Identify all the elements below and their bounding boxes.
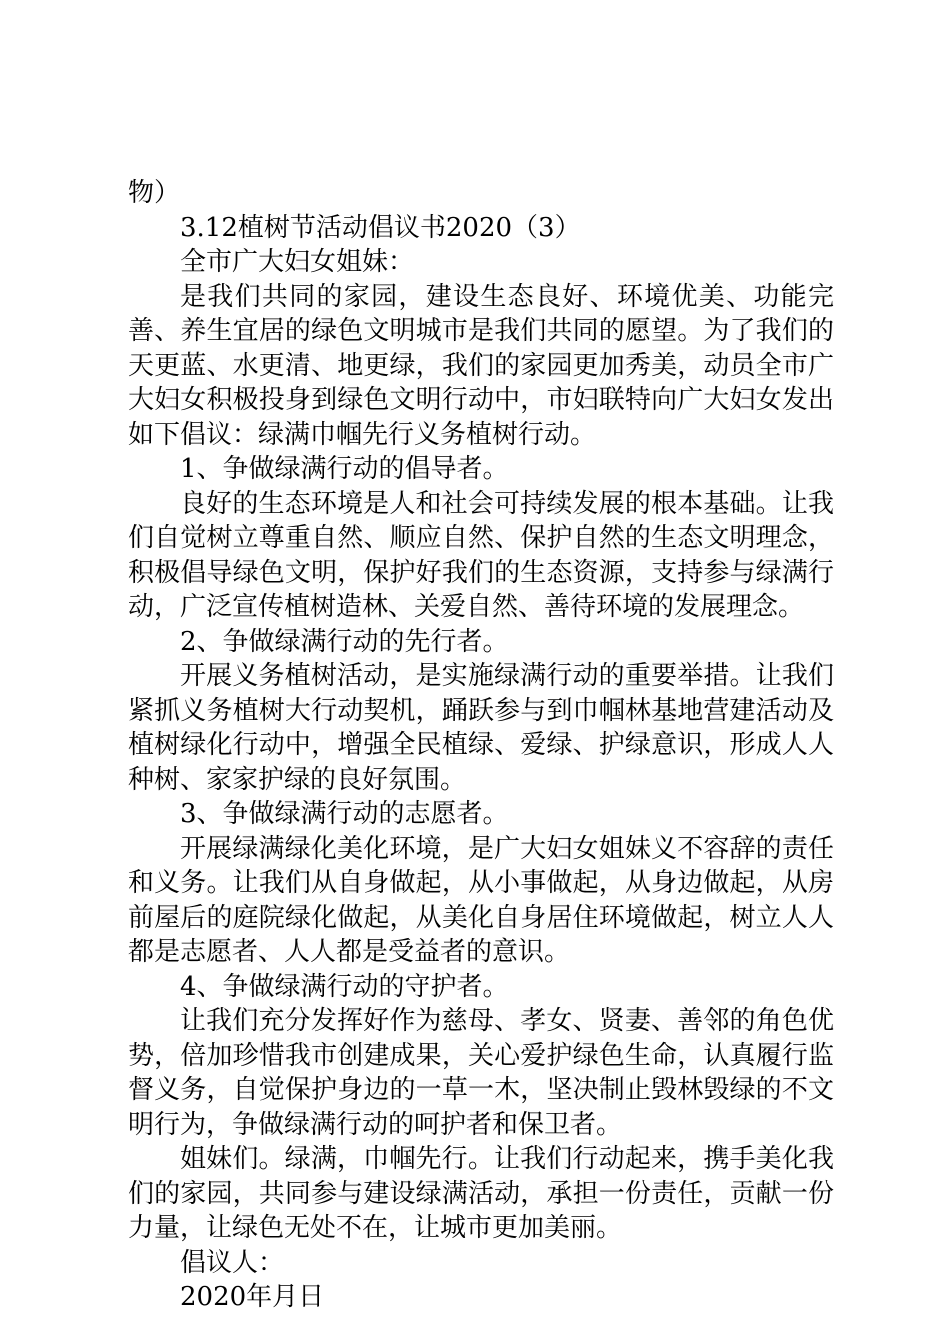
body-paragraph: 开展绿满绿化美化环境，是广大妇女姐妹义不容辞的责任和义务。让我们从自身做起，从小事做起，从身边做起，从房前屋后的庭院绿化做起，从美化自身居住环境做起，树立人人都是志愿者、人人都是受益者的意识。 bbox=[128, 833, 834, 967]
body-paragraph: 是我们共同的家园，建设生态良好、环境优美、功能完善、养生宜居的绿色文明城市是我们共同的愿望。为了我们的天更蓝、水更清、地更绿，我们的家园更加秀美，动员全市广大妇女积极投身到绿色文明行动中，市妇联特向广大妇女发出如下倡议：绿满巾帼先行义务植树行动。 bbox=[128, 281, 834, 450]
continuation-text: 物） bbox=[128, 178, 181, 208]
section-heading-4: 4、争做绿满行动的守护者。 bbox=[180, 971, 509, 1002]
signature-label: 倡议人： bbox=[180, 1247, 285, 1278]
body-paragraph: 良好的生态环境是人和社会可持续发展的根本基础。让我们自觉树立尊重自然、顺应自然、保护自然的生态文明理念，积极倡导绿色文明，保护好我们的生态资源，支持参与绿满行动，广泛宣传植树造林、关爱自然、善待环境的发展理念。 bbox=[128, 488, 834, 622]
document-title: 3.12植树节活动倡议书2020（3） bbox=[180, 212, 581, 243]
section-heading-2: 2、争做绿满行动的先行者。 bbox=[180, 626, 509, 657]
body-paragraph: 开展义务植树活动，是实施绿满行动的重要举措。让我们紧抓义务植树大行动契机，踊跃参与到巾帼林基地营建活动及植树绿化行动中，增强全民植绿、爱绿、护绿意识，形成人人种树、家家护绿的良好氛围。 bbox=[128, 661, 834, 795]
section-heading-1: 1、争做绿满行动的倡导者。 bbox=[180, 454, 509, 484]
date-line: 2020年月日 bbox=[180, 1282, 325, 1312]
section-heading-3: 3、争做绿满行动的志愿者。 bbox=[180, 799, 509, 829]
salutation: 全市广大妇女姐妹： bbox=[180, 247, 415, 277]
body-paragraph: 让我们充分发挥好作为慈母、孝女、贤妻、善邻的角色优势，倍加珍惜我市创建成果，关心爱护绿色生命，认真履行监督义务，自觉保护身边的一草一木，坚决制止毁林毁绿的不文明行为，争做绿满行动的呵护者和保卫者。 bbox=[128, 1006, 834, 1140]
closing-paragraph: 姐妹们。绿满，巾帼先行。让我们行动起来，携手美化我们的家园，共同参与建设绿满活动，承担一份责任，贡献一份力量，让绿色无处不在，让城市更加美丽。 bbox=[128, 1144, 834, 1243]
document-page bbox=[128, 176, 834, 1315]
